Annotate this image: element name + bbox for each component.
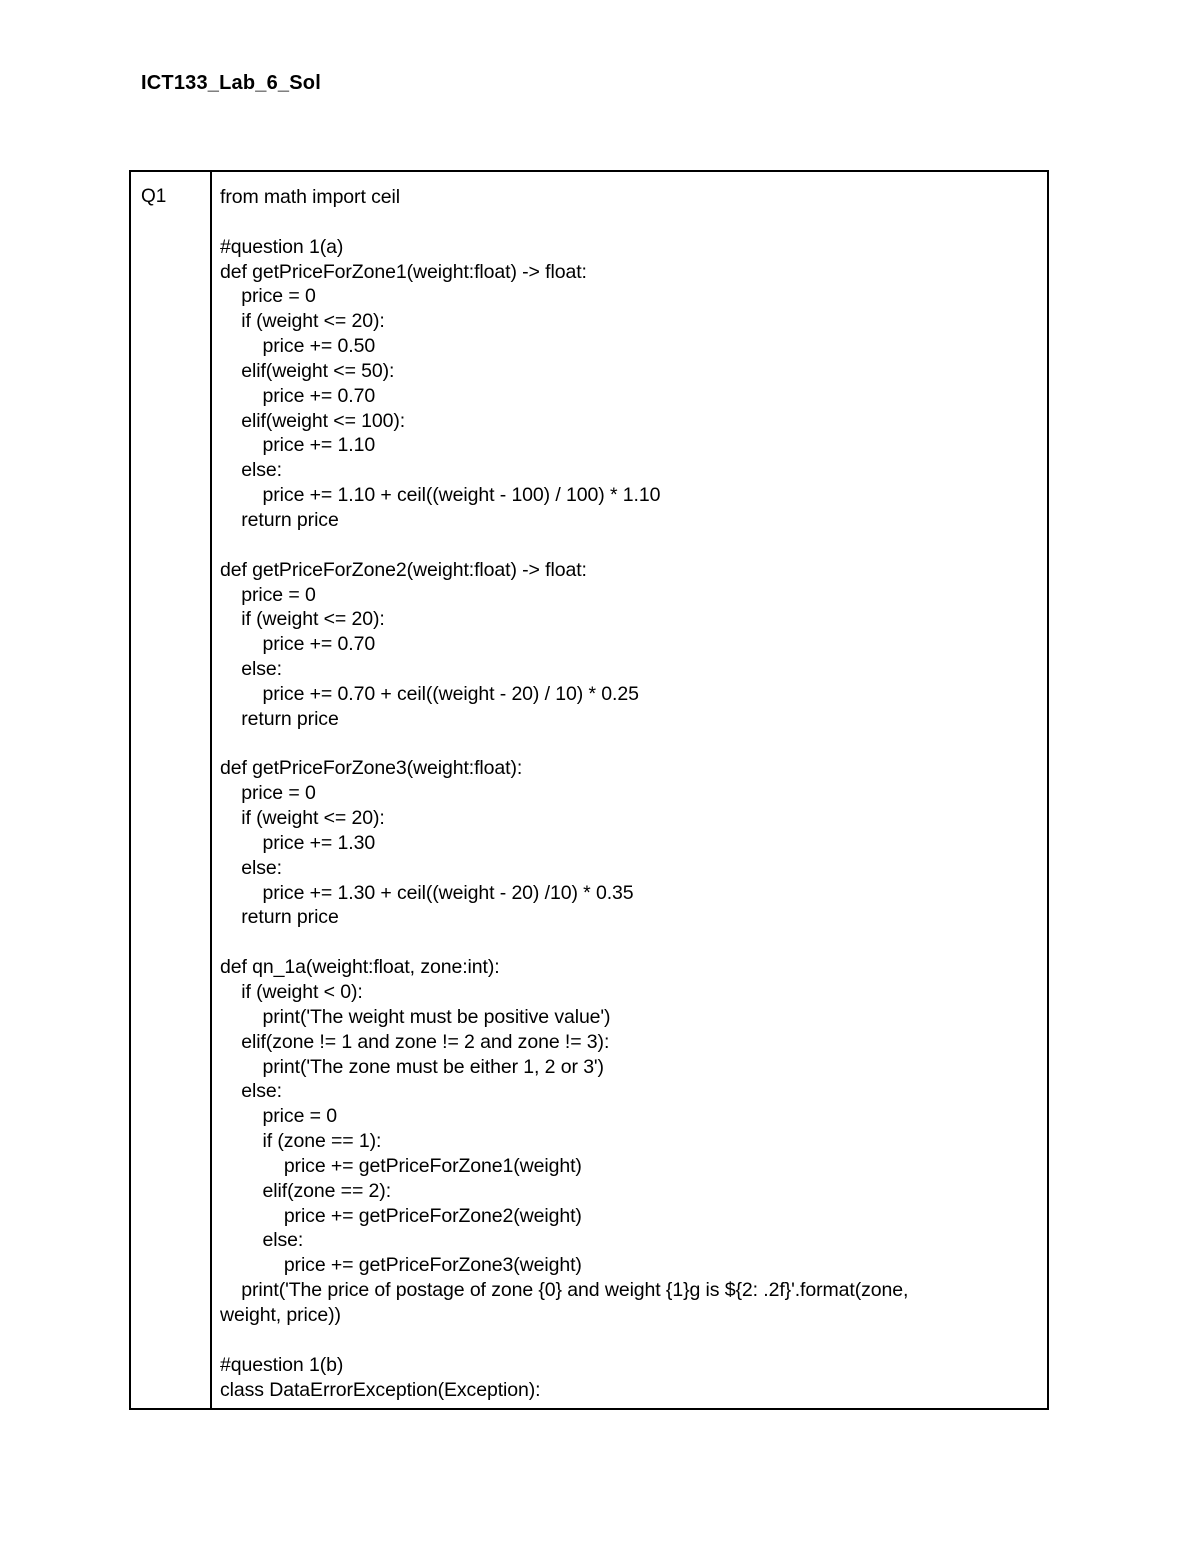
- code-line: def qn_1a(weight:float, zone:int):: [220, 956, 500, 979]
- code-line: #question 1(b): [220, 1353, 344, 1376]
- code-line: weight, price)): [220, 1303, 341, 1326]
- code-line: return price: [220, 508, 339, 531]
- code-line: if (zone == 1):: [220, 1130, 382, 1153]
- question-number-cell: [131, 172, 212, 1408]
- code-line: price += 1.30: [220, 831, 376, 854]
- code-answer-cell: [220, 185, 1040, 1402]
- code-line: [220, 533, 1040, 558]
- code-line: elif(zone != 1 and zone != 2 and zone != 3):: [220, 1030, 610, 1053]
- code-line: price += 1.10 + ceil((weight - 100) / 100) * 1.10: [220, 484, 661, 507]
- answer-table: [129, 170, 1049, 1410]
- code-line: elif(zone == 2):: [220, 1179, 392, 1202]
- code-line: else:: [220, 1229, 304, 1252]
- code-line: price += 1.10: [220, 434, 376, 457]
- code-line: price += getPriceForZone3(weight): [220, 1254, 582, 1277]
- code-line: [220, 732, 1040, 757]
- code-line: price += 0.70: [220, 633, 376, 656]
- code-line: from math import ceil: [220, 186, 400, 208]
- code-line: if (weight <= 20):: [220, 608, 385, 631]
- code-line: price = 0: [220, 782, 316, 805]
- code-line: elif(weight <= 50):: [220, 359, 395, 382]
- code-line: #question 1(a): [220, 235, 344, 258]
- code-line: price = 0: [220, 285, 316, 308]
- code-line: [220, 930, 1040, 955]
- code-line: [220, 210, 1040, 235]
- code-line: def getPriceForZone3(weight:float):: [220, 757, 523, 780]
- code-line: print('The zone must be either 1, 2 or 3'): [220, 1055, 604, 1078]
- code-line: def getPriceForZone1(weight:float) -> float:: [220, 260, 587, 283]
- code-line: print('The weight must be positive value'): [220, 1005, 611, 1028]
- code-line: else:: [220, 658, 282, 681]
- code-line: else:: [220, 1080, 282, 1103]
- code-line: return price: [220, 707, 339, 730]
- code-line: else:: [220, 856, 282, 879]
- document-title: ICT133_Lab_6_Sol: [141, 72, 321, 94]
- code-line: price += 0.70 + ceil((weight - 20) / 10) * 0.25: [220, 682, 639, 705]
- code-line: if (weight <= 20):: [220, 310, 385, 333]
- code-line: price += getPriceForZone2(weight): [220, 1204, 582, 1227]
- code-line: if (weight < 0):: [220, 981, 363, 1003]
- question-label: Q1: [141, 186, 167, 207]
- code-line: price += 0.70: [220, 384, 376, 407]
- code-line: return price: [220, 906, 339, 929]
- code-line: price += getPriceForZone1(weight): [220, 1154, 582, 1177]
- code-line: price = 0: [220, 583, 316, 606]
- code-line: else:: [220, 459, 282, 482]
- code-line: elif(weight <= 100):: [220, 409, 406, 432]
- code-line: class DataErrorException(Exception):: [220, 1378, 541, 1401]
- code-line: if (weight <= 20):: [220, 807, 385, 830]
- code-line: [220, 1328, 1040, 1353]
- code-line: price += 1.30 + ceil((weight - 20) /10) * 0.35: [220, 881, 634, 904]
- code-line: print('The price of postage of zone {0} and weight {1}g is ${2: .2f}'.format(zone,: [220, 1279, 909, 1302]
- code-line: price = 0: [220, 1105, 337, 1128]
- code-line: price += 0.50: [220, 335, 376, 358]
- code-line: def getPriceForZone2(weight:float) -> float:: [220, 558, 587, 581]
